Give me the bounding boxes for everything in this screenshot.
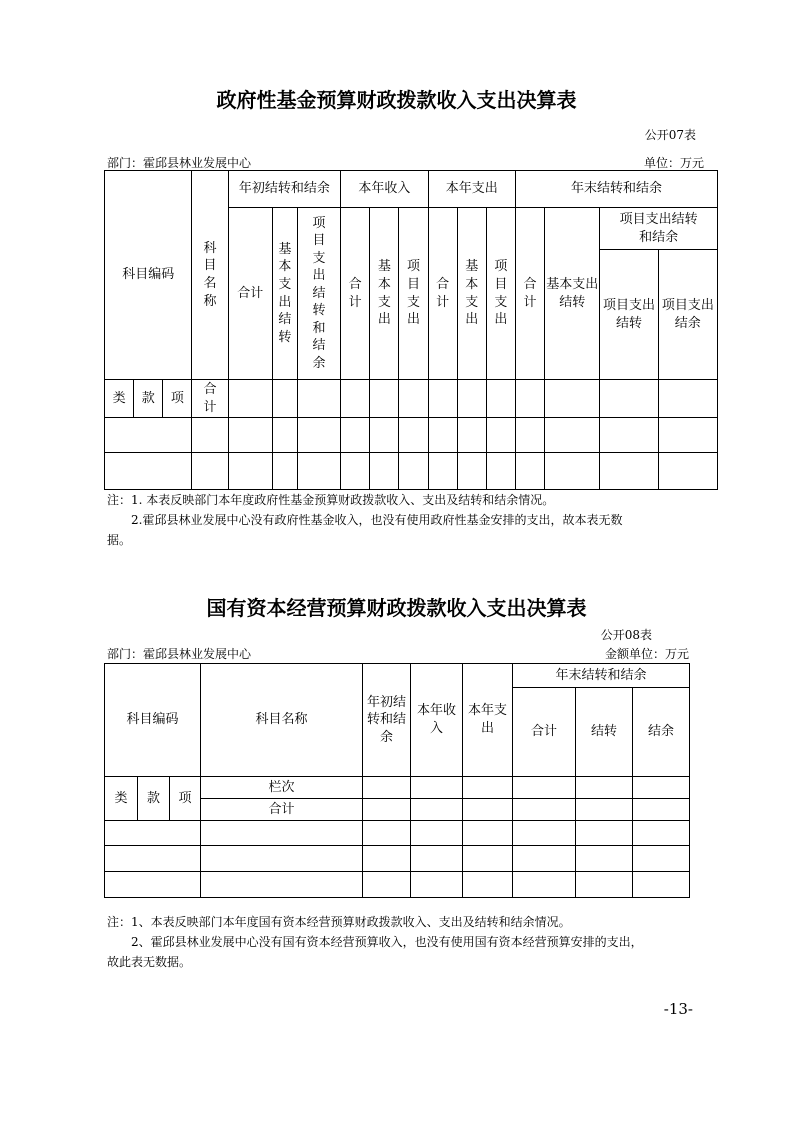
category-header: 类	[105, 380, 134, 418]
subject-name-header: 科目名称	[201, 664, 363, 777]
section-header: 款	[138, 777, 170, 821]
end-project-carryover-header: 项目支出结转	[600, 250, 658, 380]
end-total-header: 合计	[515, 208, 544, 380]
income-total-header: 合计	[341, 208, 370, 380]
total-row-label: 合计	[201, 799, 363, 821]
end-basic-header: 基本支出结转	[545, 208, 600, 380]
table8-title: 国有资本经营预算财政拨款收入支出决算表	[206, 596, 587, 620]
begin-project-header: 项目支出结转和结余	[297, 208, 340, 380]
table-row	[105, 821, 690, 846]
table7-unit: 单位：万元	[643, 156, 704, 170]
income-basic-header: 基本支出	[370, 208, 399, 380]
table7-note-1: 注：1. 本表反映部门本年度政府性基金预算财政拨款收入、支出及结转和结余情况。	[107, 493, 555, 507]
table7-department: 部门：霍邱县林业发展中心	[107, 156, 252, 170]
table7-title: 政府性基金预算财政拨款收入支出决算表	[216, 88, 577, 112]
expense-project-header: 项目支出	[486, 208, 515, 380]
subject-name-header: 科目名称	[192, 171, 228, 380]
end-total-header: 合计	[513, 688, 576, 777]
current-expense-header: 本年支出	[428, 171, 515, 208]
expense-total-header: 合计	[428, 208, 457, 380]
current-income-header: 本年收入	[411, 664, 463, 777]
total-row-label: 合计	[192, 380, 228, 418]
subject-code-header: 科目编码	[105, 171, 192, 380]
section-header: 款	[134, 380, 163, 418]
table8-note-2: 2、霍邱县林业发展中心没有国有资本经营预算收入，也没有使用国有资本经营预算安排的支出，	[131, 935, 643, 949]
table-row	[105, 846, 690, 872]
item-header: 项	[163, 380, 192, 418]
table8-code: 公开08表	[600, 628, 652, 642]
table7-grid	[104, 170, 718, 490]
item-header: 项	[170, 777, 201, 821]
table-row	[105, 453, 718, 490]
table7-note-2: 2.霍邱县林业发展中心没有政府性基金收入，也没有使用政府性基金安排的支出，故本表无数	[131, 513, 623, 527]
end-carryover-sub-header: 结转	[576, 688, 633, 777]
end-project-balance-header: 项目支出结余	[658, 250, 717, 380]
table7-note-3: 据。	[107, 533, 132, 547]
table7-code: 公开07表	[644, 128, 696, 142]
end-carryover-header: 年末结转和结余	[513, 664, 690, 688]
category-header: 类	[105, 777, 138, 821]
table-row	[105, 418, 718, 453]
subject-code-header: 科目编码	[105, 664, 201, 777]
current-income-header: 本年收入	[341, 171, 428, 208]
current-expense-header: 本年支出	[463, 664, 513, 777]
page-number: -13-	[663, 1000, 693, 1018]
begin-total-header: 合计	[228, 208, 272, 380]
table8-note-3: 故此表无数据。	[107, 955, 192, 969]
income-project-header: 项目支出	[399, 208, 428, 380]
begin-carryover-header: 年初结转和结余	[363, 664, 411, 777]
end-project-header: 项目支出结转和结余	[600, 208, 718, 250]
table-row	[105, 872, 690, 898]
table8-note-1: 注：1、本表反映部门本年度国有资本经营预算财政拨款收入、支出及结转和结余情况。	[107, 915, 571, 929]
table8-department: 部门：霍邱县林业发展中心	[107, 647, 252, 661]
begin-carryover-header: 年初结转和结余	[228, 171, 341, 208]
table8-unit: 金额单位：万元	[604, 647, 689, 661]
begin-basic-header: 基本支出结转	[272, 208, 297, 380]
column-no-label: 栏次	[201, 777, 363, 799]
end-carryover-header: 年末结转和结余	[515, 171, 717, 208]
end-balance-header: 结余	[633, 688, 690, 777]
table8-grid	[104, 663, 690, 898]
expense-basic-header: 基本支出	[457, 208, 486, 380]
